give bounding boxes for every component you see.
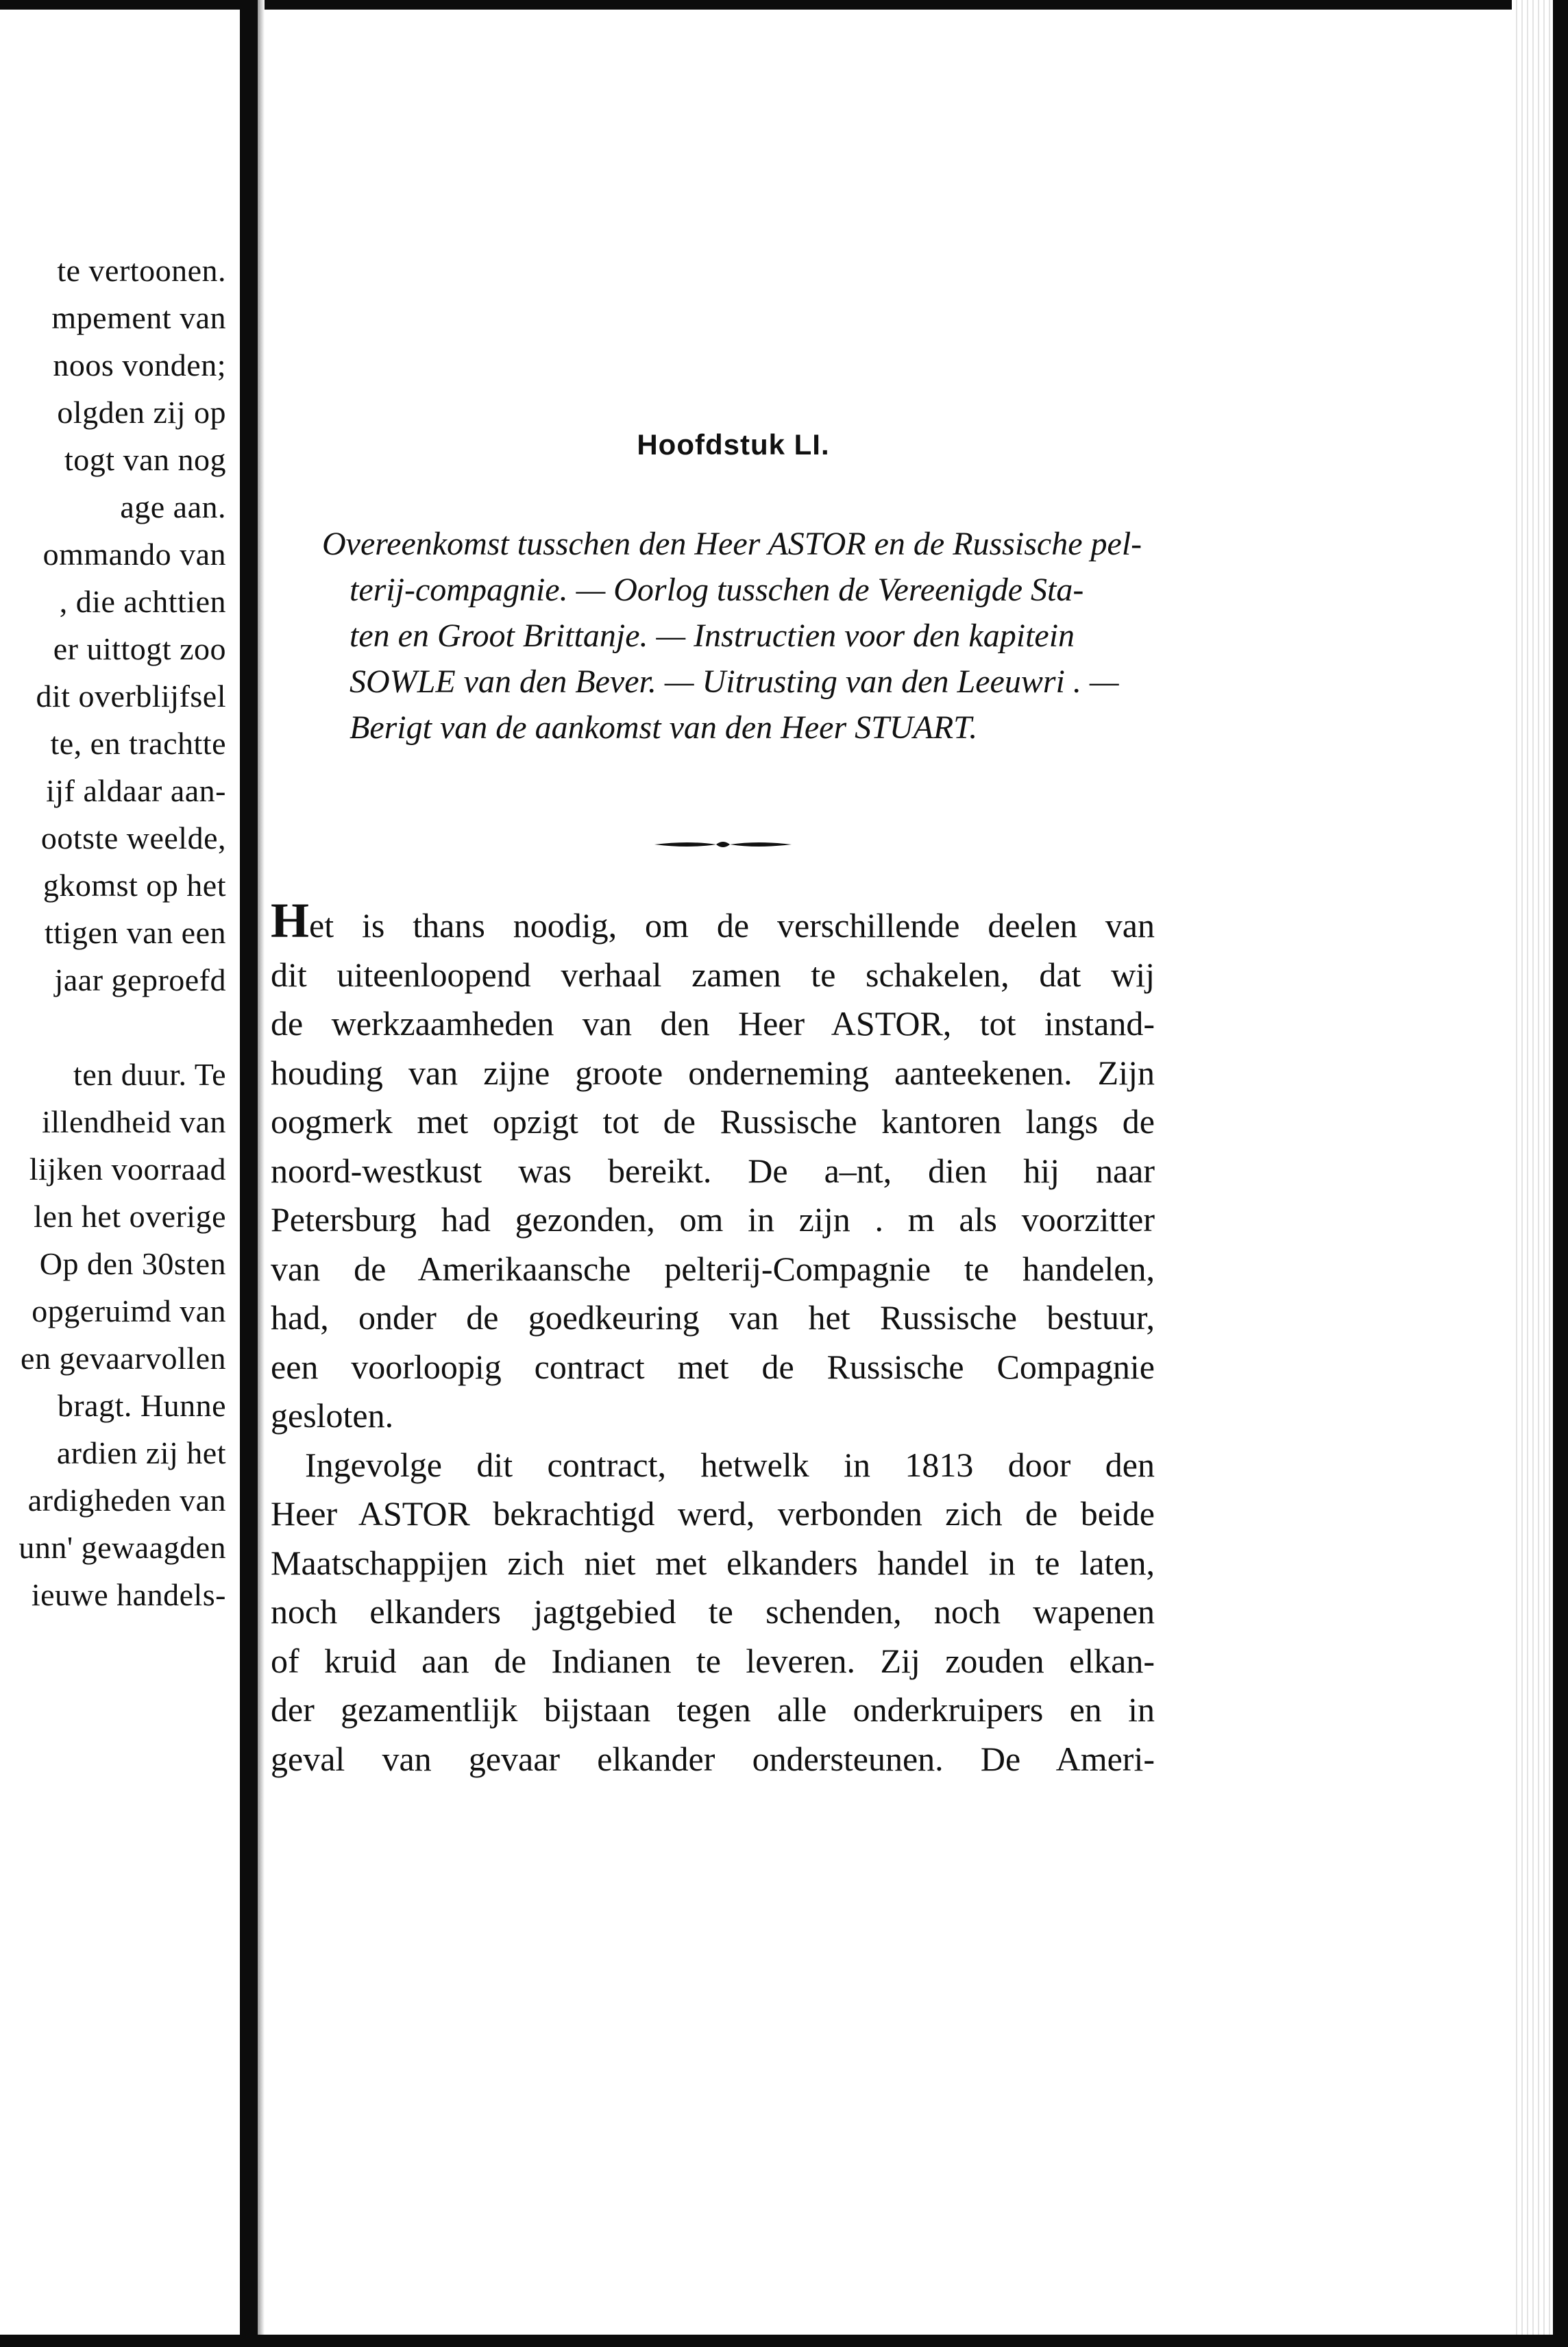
summary-line: Overeenkomst tusschen den Heer ASTOR en de Russische pel- bbox=[322, 526, 1142, 562]
body-line: Petersburg had gezonden, om in zijn . m als voorzitter bbox=[271, 1200, 1155, 1239]
left-page-line: gkomst op het bbox=[42, 868, 226, 903]
summary-line: Berigt van de aankomst van den Heer STUART. bbox=[350, 709, 978, 746]
left-page-line bbox=[0, 1004, 226, 1051]
body-line: dit uiteenloopend verhaal zamen te schakelen, dat wij bbox=[271, 955, 1155, 994]
body-line: noord-westkust was bereikt. De a–nt, dien hij naar bbox=[271, 1151, 1155, 1190]
left-page-line: ommando van bbox=[42, 537, 226, 572]
left-page-line: ttigen van een bbox=[44, 915, 226, 950]
left-page-line: ten duur. Te bbox=[73, 1057, 226, 1092]
left-page-line: unn' gewaagden bbox=[19, 1530, 226, 1565]
body-line: Maatschappijen zich niet met elkanders handel in te laten, bbox=[271, 1543, 1155, 1582]
page-edge-stack bbox=[1512, 0, 1553, 2347]
left-page-line: age aan. bbox=[120, 489, 226, 524]
body-line: oogmerk met opzigt tot de Russische kantoren langs de bbox=[271, 1102, 1155, 1141]
book-gutter bbox=[240, 0, 258, 2347]
scan-frame-right bbox=[1553, 0, 1568, 2347]
body-line: noch elkanders jagtgebied te schenden, noch wapenen bbox=[271, 1592, 1155, 1631]
body-line: van de Amerikaansche pelterij-Compagnie te handelen, bbox=[271, 1249, 1155, 1288]
left-page-line: ootste weelde, bbox=[40, 820, 226, 855]
left-page-line: mpement van bbox=[51, 300, 226, 335]
body-line: geval van gevaar elkander ondersteunen. De Ameri- bbox=[271, 1739, 1155, 1778]
body-line: der gezamentlijk bijstaan tegen alle onderkruipers en in bbox=[271, 1690, 1155, 1729]
left-page-fragment bbox=[0, 247, 226, 1618]
left-page-line: ieuwe handels- bbox=[31, 1577, 226, 1612]
left-page-line: er uittogt zoo bbox=[53, 631, 226, 666]
left-page-line: togt van nog bbox=[64, 442, 226, 477]
body-line: Ingevolge dit contract, hetwelk in 1813 door den bbox=[305, 1445, 1155, 1484]
drop-capital: H bbox=[271, 893, 310, 948]
body-line: had, onder de goedkeuring van het Russische bestuur, bbox=[271, 1298, 1155, 1337]
summary-line: terij-compagnie. — Oorlog tusschen de Vereenigde Sta- bbox=[350, 572, 1084, 608]
body-line: gesloten. bbox=[271, 1396, 394, 1435]
first-line-rest: et is thans noodig, om de verschillende deelen van bbox=[309, 906, 1155, 945]
gutter-shadow bbox=[258, 0, 265, 2347]
left-page-line: ardigheden van bbox=[27, 1483, 226, 1518]
left-page-line: ijf aldaar aan- bbox=[46, 773, 226, 808]
left-page-line: olgden zij op bbox=[57, 395, 226, 430]
left-page-line: te vertoonen. bbox=[57, 253, 226, 288]
summary-line: ten en Groot Brittanje. — Instructien voor den kapitein bbox=[350, 618, 1075, 654]
left-page-line: en gevaarvollen bbox=[21, 1341, 226, 1376]
left-page-line: opgeruimd van bbox=[32, 1293, 226, 1328]
chapter-heading: Hoofdstuk LI. bbox=[637, 428, 830, 461]
body-line: de werkzaamheden van den Heer ASTOR, tot instand- bbox=[271, 1004, 1155, 1043]
body-line-first bbox=[271, 893, 1155, 951]
body-text bbox=[271, 893, 1155, 1784]
scan-frame-bottom bbox=[0, 2335, 1568, 2347]
left-page-line: noos vonden; bbox=[53, 348, 226, 382]
left-page-line: , die achttien bbox=[59, 584, 226, 619]
left-page-line: te, en trachtte bbox=[50, 726, 226, 761]
left-page-line: lijken voorraad bbox=[29, 1152, 226, 1187]
left-page-line: ardien zij het bbox=[56, 1435, 226, 1470]
ornament-divider bbox=[654, 838, 792, 851]
body-line: of kruid aan de Indianen te leveren. Zij zouden elkan- bbox=[271, 1641, 1155, 1680]
left-page-line: Op den 30sten bbox=[39, 1246, 226, 1281]
summary-line: SOWLE van den Bever. — Uitrusting van den Leeuwri . — bbox=[350, 664, 1119, 700]
body-line: Heer ASTOR bekrachtigd werd, verbonden zich de beide bbox=[271, 1494, 1155, 1533]
left-page-line: dit overblijfsel bbox=[36, 679, 226, 714]
chapter-summary bbox=[322, 521, 1179, 751]
left-page-line: jaar geproefd bbox=[54, 962, 226, 997]
left-page-line: bragt. Hunne bbox=[57, 1388, 226, 1423]
body-line: een voorloopig contract met de Russische Compagnie bbox=[271, 1347, 1155, 1386]
left-page-line: illendheid van bbox=[42, 1104, 226, 1139]
body-line: houding van zijne groote onderneming aanteekenen. Zijn bbox=[271, 1053, 1155, 1092]
left-page-line: len het overige bbox=[34, 1199, 226, 1234]
scan-frame-top bbox=[0, 0, 1568, 10]
